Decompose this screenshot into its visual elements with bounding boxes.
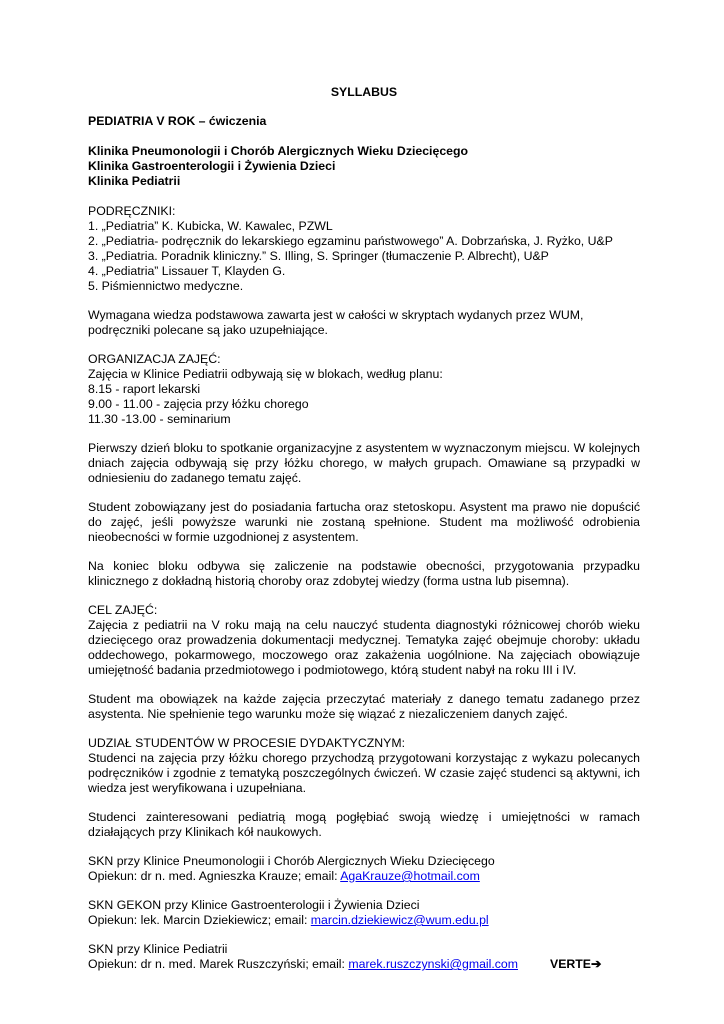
circle-name: SKN GEKON przy Klinice Gastroenterologii i Żywienia Dzieci — [88, 898, 420, 912]
clinic-name: Klinika Pneumonologii i Chorób Alergicznych Wieku Dziecięcego — [88, 144, 469, 158]
textbook-item: 1. „Pediatria” K. Kubicka, W. Kawalec, PZWL — [88, 219, 333, 233]
textbook-item: 3. „Pediatria. Poradnik kliniczny.” S. Illing, S. Springer (tłumaczenie P. Albrecht), U&P — [88, 249, 549, 263]
clinics-list — [88, 144, 640, 189]
email-link[interactable]: AgaKrauze@hotmail.com — [340, 869, 480, 883]
textbooks-section — [88, 204, 640, 294]
schedule-line: 11.30 -13.00 - seminarium — [88, 412, 231, 426]
circle-name: SKN przy Klinice Pneumonologii i Chorób Alergicznych Wieku Dziecięcego — [88, 854, 495, 868]
supervisor-text: Opiekun: dr n. med. Agnieszka Krauze; email: — [88, 869, 341, 883]
verte-label: VERTE➔ — [550, 957, 602, 971]
goal-paragraph: Student ma obowiązek na każde zajęcia przeczytać materiały z danego tematu zadanego przez asystenta. Nie spełnienie tego warunku może się wiązać z niezaliczeniem danych zajęć. — [88, 692, 640, 721]
schedule-line: Zajęcia w Klinice Pediatrii odbywają się w blokach, według planu: — [88, 367, 443, 381]
organization-paragraph: Student zobowiązany jest do posiadania fartucha oraz stetoskopu. Asystent ma prawo nie dopuścić do zajęć, jeśli powyższe warunki nie zostaną spełnione. Student ma możliwość odrobienia nieobecności w formie uzgodnionej z asystentem. — [88, 500, 640, 544]
textbooks-heading: PODRĘCZNIKI: — [88, 204, 176, 218]
schedule-line: 8.15 - raport lekarski — [88, 382, 201, 396]
organization-paragraph: Na koniec bloku odbywa się zaliczenie na podstawie obecności, przygotowania przypadku klinicznego z dokładną historią choroby oraz zdobytej wiedzy (forma ustna lub pisemna). — [88, 559, 640, 588]
textbook-item: 5. Piśmiennictwo medyczne. — [88, 279, 244, 293]
textbook-item: 4. „Pediatria” Lissauer T, Klayden G. — [88, 264, 286, 278]
email-link[interactable]: marcin.dziekiewicz@wum.edu.pl — [310, 913, 489, 927]
schedule-line: 9.00 - 11.00 - zajęcia przy łóżku chorego — [88, 397, 309, 411]
organization-heading: ORGANIZACJA ZAJĘĆ: — [88, 352, 221, 366]
circle-supervisor — [88, 869, 640, 884]
circle-entry — [88, 942, 640, 972]
supervisor-text: Opiekun: dr n. med. Marek Ruszczyński; email: — [88, 957, 349, 971]
participation-section — [88, 736, 640, 840]
goal-heading: CEL ZAJĘĆ: — [88, 603, 158, 617]
organization-section — [88, 352, 640, 589]
participation-paragraph: Studenci na zajęcia przy łóżku chorego przychodzą przygotowani korzystając z wykazu polecanych podręczników i zgodnie z tematyką poszczególnych ćwiczeń. W czasie zajęć studenci są aktywni, ich wiedza jest weryfikowana i uzupełniana. — [88, 751, 640, 795]
clinic-name: Klinika Gastroenterologii i Żywienia Dzieci — [88, 159, 336, 173]
email-link[interactable]: marek.ruszczynski@gmail.com — [348, 957, 519, 971]
clinic-name: Klinika Pediatrii — [88, 174, 181, 188]
goal-paragraph: Zajęcia z pediatrii na V roku mają na celu nauczyć studenta diagnostyki różnicowej chorób wieku dziecięcego oraz prowadzenia dokumentacji medycznej. Tematyka zajęć obejmuje choroby: układu oddechowego, pokarmowego, moczowego oraz zakażenia uogólnione. Na zajęciach obowiązuje umiejętność badania przedmiotowego i podmiotowego, którą student nabył na roku III i IV. — [88, 618, 640, 677]
circle-entry — [88, 898, 640, 928]
organization-paragraph: Pierwszy dzień bloku to spotkanie organizacyjne z asystentem w wyznaczonym miejscu. W kolejnych dniach zajęcia odbywają się przy łóżku chorego, w małych grupach. Omawiane są przypadki w odniesieniu do zadanego tematu zajęć. — [88, 441, 640, 485]
course-title: PEDIATRIA V ROK – ćwiczenia — [88, 114, 267, 128]
circle-supervisor — [88, 957, 640, 972]
student-circles — [88, 854, 640, 972]
circle-name: SKN przy Klinice Pediatrii — [88, 942, 228, 956]
syllabus-page — [88, 85, 640, 972]
circle-entry — [88, 854, 640, 884]
participation-heading: UDZIAŁ STUDENTÓW W PROCESIE DYDAKTYCZNYM: — [88, 736, 406, 750]
knowledge-note: Wymagana wiedza podstawowa zawarta jest w całości w skryptach wydanych przez WUM, podręczniki polecane są jako uzupełniające. — [88, 308, 584, 337]
document-title: SYLLABUS — [330, 85, 398, 99]
textbook-item: 2. „Pediatria- podręcznik do lekarskiego egzaminu państwowego” A. Dobrzańska, J. Ryżko, U&P — [88, 234, 613, 248]
participation-paragraph: Studenci zainteresowani pediatrią mogą pogłębiać swoją wiedzę i umiejętności w ramach działających przy Klinikach kół naukowych. — [88, 810, 640, 839]
goal-section — [88, 603, 640, 722]
circle-supervisor — [88, 913, 640, 928]
supervisor-text: Opiekun: lek. Marcin Dziekiewicz; email: — [88, 913, 311, 927]
